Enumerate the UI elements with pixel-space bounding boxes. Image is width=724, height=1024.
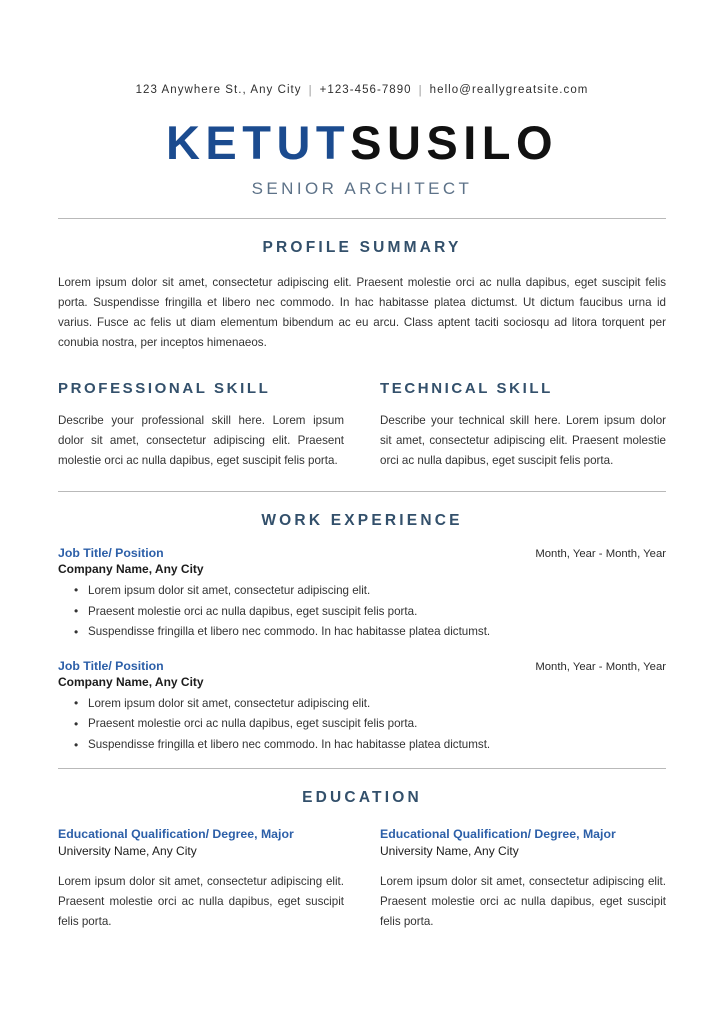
contact-address: 123 Anywhere St., Any City bbox=[135, 84, 302, 96]
list-item: • Lorem ipsum dolor sit amet, consectetur adipiscing elit. bbox=[88, 581, 666, 602]
education-entry bbox=[58, 827, 344, 932]
profile-summary-text: Lorem ipsum dolor sit amet, consectetur adipiscing elit. Praesent molestie orci ac nulla dapibus, eget suscipit felis porta. Suspendisse fringilla et libero nec commodo. In hac habitasse platea dictumst. Ut dictum faucibus urna id varius. Fusce ac felis ut diam elementum bibendum ac eu arcu. Class aptent taciti sociosqu ad litora torquent per conubia nostra, per inceptos himenaeos. bbox=[58, 276, 666, 350]
job-subtitle: SENIOR ARCHITECT bbox=[251, 179, 473, 199]
education-school: University Name, Any City bbox=[380, 843, 519, 858]
list-item: • Suspendisse fringilla et libero nec commodo. In hac habitasse platea dictumst. bbox=[88, 622, 666, 643]
technical-skill-column bbox=[380, 380, 666, 471]
section-heading-work-experience: WORK EXPERIENCE bbox=[261, 511, 463, 529]
work-entry-header bbox=[58, 546, 666, 560]
work-company-name: Company Name, Any City bbox=[58, 674, 204, 689]
work-job-date: Month, Year - Month, Year bbox=[535, 660, 666, 673]
education-degree: Educational Qualification/ Degree, Major bbox=[58, 826, 294, 841]
last-name: SUSILO bbox=[350, 116, 559, 169]
work-job-title: Job Title/ Position bbox=[58, 658, 164, 673]
section-heading-technical-skill: TECHNICAL SKILL bbox=[380, 380, 553, 398]
contact-email: hello@reallygreatsite.com bbox=[429, 84, 589, 96]
technical-skill-text: Describe your technical skill here. Lorem ipsum dolor sit amet, consectetur adipiscing elit. Praesent molestie orci ac nulla dapibus, eget suscipit felis porta. bbox=[380, 414, 666, 467]
contact-line bbox=[58, 0, 666, 96]
work-entry-header bbox=[58, 659, 666, 673]
divider-header bbox=[58, 218, 666, 219]
contact-phone: +123-456-7890 bbox=[319, 84, 412, 96]
work-company-name: Company Name, Any City bbox=[58, 561, 204, 576]
work-job-date: Month, Year - Month, Year bbox=[535, 547, 666, 560]
divider-work bbox=[58, 768, 666, 769]
list-item: • Praesent molestie orci ac nulla dapibus, eget suscipit felis porta. bbox=[88, 714, 666, 735]
work-entry bbox=[58, 659, 666, 756]
list-item: • Lorem ipsum dolor sit amet, consectetur adipiscing elit. bbox=[88, 694, 666, 715]
list-item: • Praesent molestie orci ac nulla dapibus, eget suscipit felis porta. bbox=[88, 602, 666, 623]
education-section bbox=[58, 827, 666, 932]
education-degree: Educational Qualification/ Degree, Major bbox=[380, 826, 616, 841]
first-name: KETUT bbox=[165, 116, 351, 169]
work-bullet-list bbox=[58, 581, 666, 643]
section-heading-professional-skill: PROFESSIONAL SKILL bbox=[58, 380, 271, 398]
work-job-title: Job Title/ Position bbox=[58, 545, 164, 560]
work-entry bbox=[58, 546, 666, 643]
list-item: • Suspendisse fringilla et libero nec commodo. In hac habitasse platea dictumst. bbox=[88, 735, 666, 756]
full-name bbox=[58, 118, 666, 167]
education-description: Lorem ipsum dolor sit amet, consectetur adipiscing elit. Praesent molestie orci ac nulla dapibus, eget suscipit felis porta. bbox=[380, 874, 666, 928]
education-school: University Name, Any City bbox=[58, 843, 197, 858]
section-heading-education: EDUCATION bbox=[302, 788, 422, 806]
contact-separator-2: | bbox=[418, 85, 423, 97]
contact-separator-1: | bbox=[308, 85, 313, 97]
professional-skill-text: Describe your professional skill here. Lorem ipsum dolor sit amet, consectetur adipiscing elit. Praesent molestie orci ac nulla dapibus, eget suscipit felis porta. bbox=[58, 414, 344, 467]
skills-section bbox=[58, 380, 666, 471]
section-heading-profile: PROFILE SUMMARY bbox=[262, 239, 462, 257]
education-entry bbox=[380, 827, 666, 932]
professional-skill-column bbox=[58, 380, 344, 471]
divider-skills bbox=[58, 491, 666, 492]
work-bullet-list bbox=[58, 694, 666, 756]
education-description: Lorem ipsum dolor sit amet, consectetur adipiscing elit. Praesent molestie orci ac nulla dapibus, eget suscipit felis porta. bbox=[58, 874, 344, 928]
